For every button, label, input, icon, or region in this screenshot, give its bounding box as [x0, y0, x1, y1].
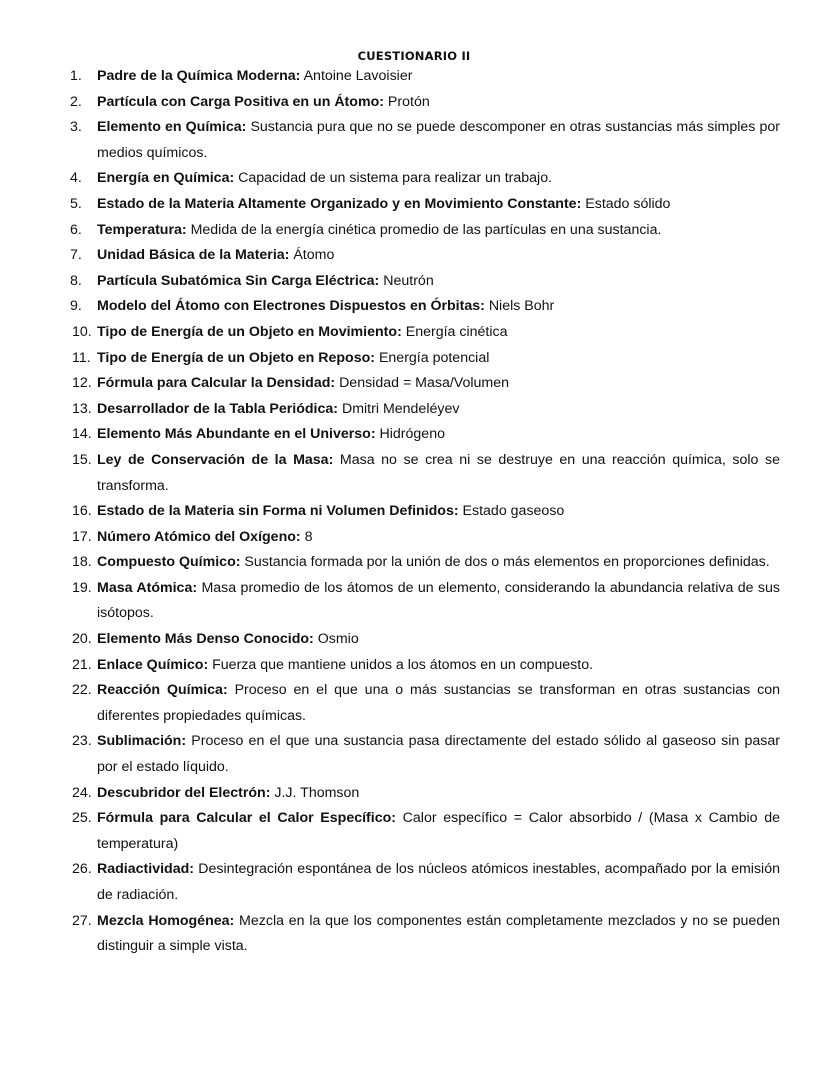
item-number: 26.	[72, 861, 92, 878]
item-term: Unidad Básica de la Materia:	[97, 247, 290, 264]
item-answer: Proceso en el que una o más sustancias se transforman en otras sustancias con diferentes propiedades químicas.	[97, 682, 780, 724]
question-item-13	[0, 397, 828, 423]
question-item-19	[0, 576, 828, 627]
item-answer: Proceso en el que una sustancia pasa directamente del estado sólido al gaseoso sin pasar por el estado líquido.	[97, 733, 780, 776]
item-answer: Hidrógeno	[379, 426, 445, 443]
item-answer: Densidad = Masa/Volumen	[339, 375, 510, 392]
item-answer: Masa no se crea ni se destruye en una reacción química, solo se transforma.	[97, 451, 780, 494]
item-number: 4.	[70, 170, 82, 187]
item-answer: Sustancia formada por la unión de dos o más elementos en proporciones definidas.	[244, 554, 770, 571]
item-term: Partícula Subatómica Sin Carga Eléctrica:	[97, 272, 380, 289]
item-number: 15.	[72, 451, 92, 468]
item-number: 14.	[72, 426, 92, 443]
document-title: CUESTIONARIO II	[357, 49, 471, 63]
question-item-4	[0, 166, 828, 192]
item-answer: Niels Bohr	[488, 298, 555, 315]
question-item-12	[0, 371, 828, 397]
item-answer: Calor específico = Calor absorbido / (Masa x Cambio de temperatura)	[97, 810, 780, 852]
question-item-7	[0, 243, 828, 269]
item-number: 3.	[70, 119, 82, 136]
item-number: 27.	[72, 912, 92, 929]
item-answer: Energía cinética	[405, 323, 508, 340]
item-answer: Energía potencial	[378, 349, 490, 366]
question-item-27	[0, 909, 828, 960]
item-term: Descubridor del Electrón:	[97, 784, 271, 801]
item-term: Elemento en Química:	[97, 119, 247, 136]
item-term: Elemento Más Abundante en el Universo:	[97, 426, 376, 443]
item-number: 13.	[72, 400, 92, 417]
question-item-11	[0, 346, 828, 372]
item-term: Estado de la Materia Altamente Organizado y en Movimiento Constante:	[97, 195, 582, 212]
question-item-16	[0, 499, 828, 525]
item-term: Energía en Química:	[97, 170, 235, 187]
question-item-17	[0, 525, 828, 551]
question-list	[0, 64, 828, 960]
item-number: 20.	[72, 631, 92, 648]
item-number: 10.	[72, 323, 92, 340]
item-term: Estado de la Materia sin Forma ni Volumen Definidos:	[97, 503, 459, 520]
item-number: 5.	[70, 195, 82, 212]
question-item-26	[0, 857, 828, 908]
item-number: 2.	[70, 93, 82, 110]
item-answer: Masa promedio de los átomos de un elemento, considerando la abundancia relativa de sus isótopos.	[97, 579, 780, 622]
item-term: Enlace Químico:	[97, 656, 209, 673]
question-item-3	[0, 115, 828, 166]
item-number: 22.	[72, 682, 92, 699]
item-answer: J.J. Thomson	[274, 784, 360, 801]
item-number: 25.	[72, 810, 92, 827]
item-term: Modelo del Átomo con Electrones Dispuestos en Órbitas:	[97, 298, 485, 315]
item-term: Partícula con Carga Positiva en un Átomo:	[97, 93, 384, 110]
item-number: 7.	[70, 247, 82, 264]
item-term: Masa Atómica:	[97, 579, 198, 596]
item-term: Tipo de Energía de un Objeto en Reposo:	[97, 349, 375, 366]
item-answer: Antoine Lavoisier	[303, 68, 413, 84]
item-term: Reacción Química:	[97, 682, 228, 699]
question-item-25	[0, 806, 828, 857]
item-answer: Fuerza que mantiene unidos a los átomos en un compuesto.	[212, 656, 594, 673]
question-item-24	[0, 781, 828, 807]
item-term: Elemento Más Denso Conocido:	[97, 631, 314, 648]
item-term: Compuesto Químico:	[97, 554, 241, 571]
question-item-23	[0, 729, 828, 780]
item-term: Desarrollador de la Tabla Periódica:	[97, 400, 339, 417]
item-number: 18.	[72, 554, 92, 571]
item-answer: Mezcla en la que los componentes están completamente mezclados y no se pueden distinguir a simple vista.	[97, 912, 780, 955]
item-number: 8.	[70, 272, 82, 289]
item-answer: Estado gaseoso	[462, 503, 565, 520]
question-item-8	[0, 269, 828, 295]
item-number: 12.	[72, 375, 92, 392]
question-item-14	[0, 422, 828, 448]
item-answer: Desintegración espontánea de los núcleos atómicos inestables, acompañado por la emisión de radiación.	[97, 861, 780, 903]
item-number: 21.	[72, 656, 92, 673]
item-number: 24.	[72, 784, 92, 801]
item-term: Fórmula para Calcular el Calor Específico:	[97, 810, 396, 827]
item-answer: 8	[304, 528, 313, 545]
question-item-6	[0, 218, 828, 244]
item-answer: Dmitri Mendeléyev	[341, 400, 460, 417]
item-answer: Protón	[387, 93, 430, 110]
item-number: 19.	[72, 579, 92, 596]
question-item-1	[0, 64, 828, 90]
item-number: 16.	[72, 503, 92, 520]
question-item-2	[0, 90, 828, 116]
question-item-22	[0, 678, 828, 729]
item-term: Fórmula para Calcular la Densidad:	[97, 375, 336, 392]
item-term: Sublimación:	[97, 733, 187, 750]
item-term: Tipo de Energía de un Objeto en Movimiento:	[97, 323, 402, 340]
item-answer: Neutrón	[383, 272, 434, 289]
item-term: Ley de Conservación de la Masa:	[97, 451, 334, 468]
question-item-9	[0, 294, 828, 320]
question-item-10	[0, 320, 828, 346]
item-term: Temperatura:	[97, 221, 187, 238]
question-item-18	[0, 550, 828, 576]
item-term: Padre de la Química Moderna:	[97, 68, 301, 84]
item-answer: Medida de la energía cinética promedio de las partículas en una sustancia.	[190, 221, 662, 238]
item-answer: Sustancia pura que no se puede descomponer en otras sustancias más simples por medios químicos.	[97, 119, 780, 161]
item-term: Número Atómico del Oxígeno:	[97, 528, 301, 545]
question-item-15	[0, 448, 828, 499]
item-term: Radiactividad:	[97, 861, 194, 878]
item-number: 6.	[70, 221, 82, 238]
item-answer: Capacidad de un sistema para realizar un trabajo.	[238, 170, 553, 187]
item-number: 1.	[70, 68, 82, 84]
item-number: 23.	[72, 733, 92, 750]
question-item-21	[0, 653, 828, 679]
item-answer: Átomo	[293, 247, 335, 264]
item-number: 17.	[72, 528, 92, 545]
item-term: Mezcla Homogénea:	[97, 912, 235, 929]
item-number: 11.	[72, 349, 91, 366]
question-item-20	[0, 627, 828, 653]
item-answer: Osmio	[317, 631, 359, 648]
item-answer: Estado sólido	[585, 195, 671, 212]
question-item-5	[0, 192, 828, 218]
item-number: 9.	[70, 298, 82, 315]
